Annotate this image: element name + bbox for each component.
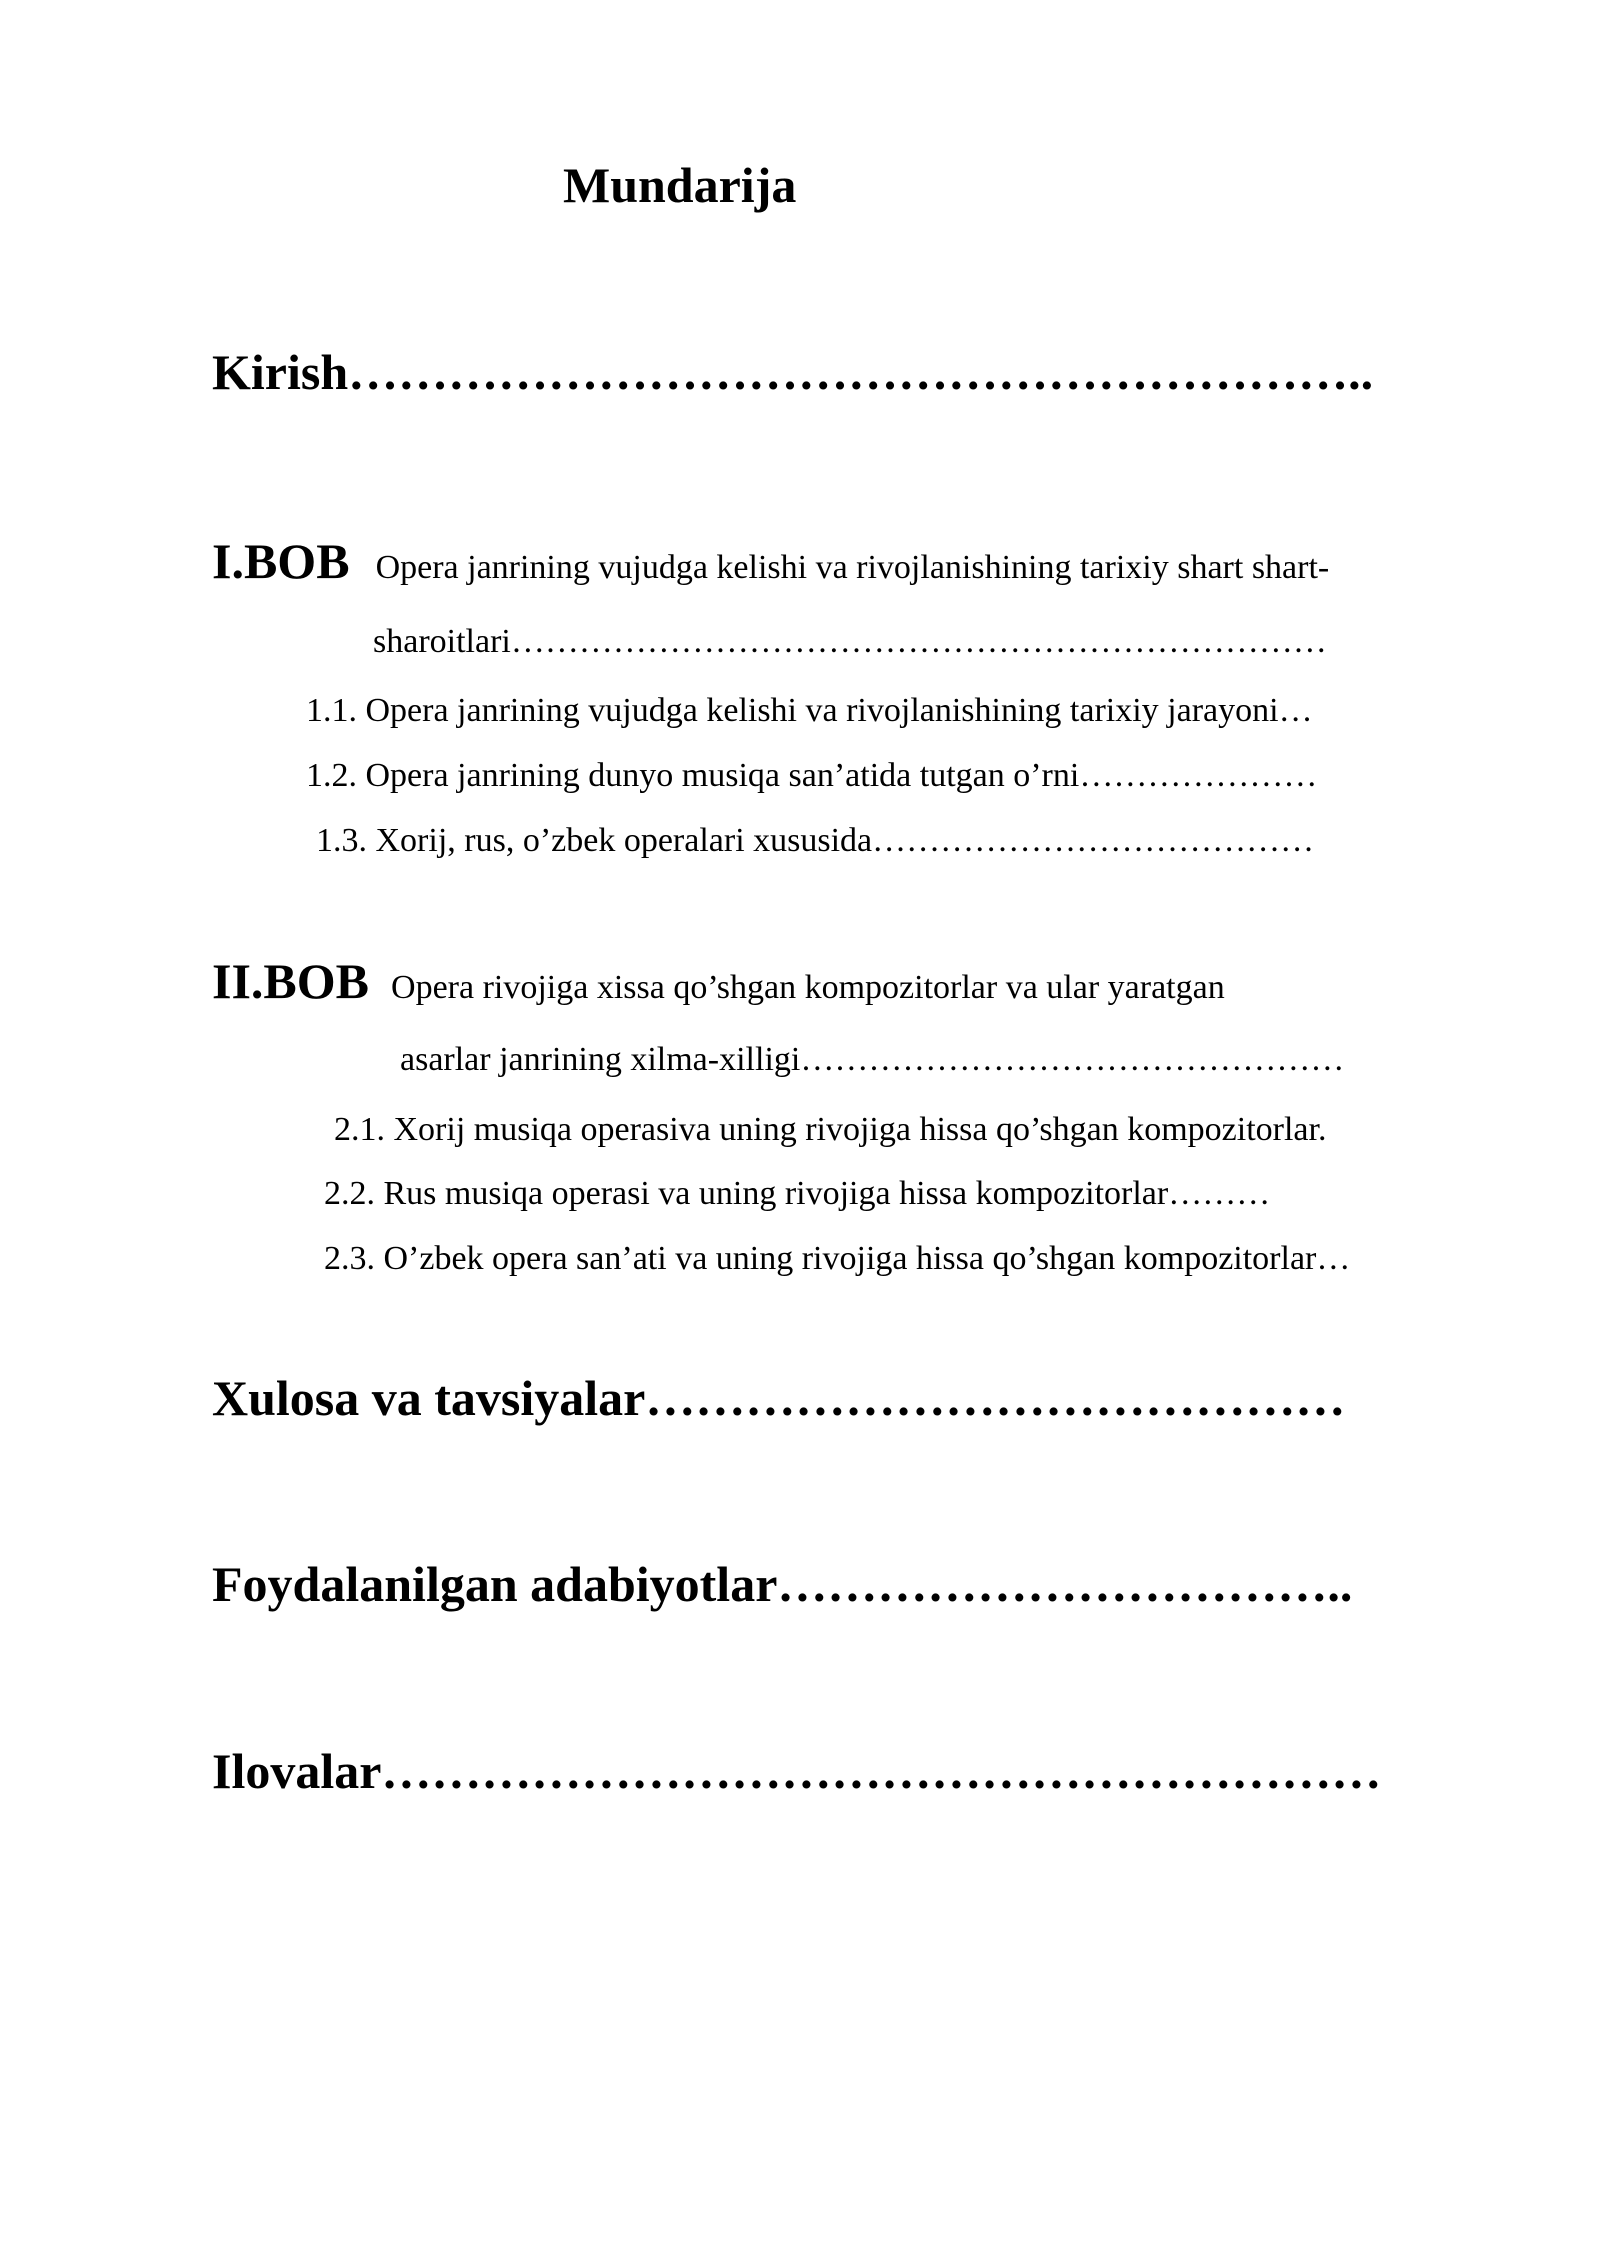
toc-section-2-2: 2.2. Rus musiqa operasi va uning rivojiga hissa kompozitorlar……… bbox=[324, 1175, 1271, 1212]
chapter-2-label: II.BOB bbox=[212, 953, 370, 1009]
toc-section-2-3: 2.3. O’zbek opera san’ati va uning rivojiga hissa qo’shgan kompozitorlar… bbox=[324, 1240, 1351, 1277]
chapter-2-title: Opera rivojiga xissa qo’shgan kompozitorlar va ular yaratgan bbox=[391, 969, 1225, 1006]
toc-entry-conclusion: Xulosa va tavsiyalar…………………………………… bbox=[212, 1370, 1346, 1426]
toc-entry-intro: Kirish…………………………………………………….. bbox=[212, 344, 1374, 400]
toc-section-1-3: 1.3. Xorij, rus, o’zbek operalari xususida………………………………… bbox=[316, 822, 1315, 859]
page-title: Mundarija bbox=[563, 157, 797, 213]
chapter-1-title: Opera janrining vujudga kelishi va rivojlanishining tarixiy shart shart- bbox=[375, 549, 1330, 586]
toc-section-2-1: 2.1. Xorij musiqa operasiva uning rivojiga hissa qo’shgan kompozitorlar. bbox=[334, 1111, 1327, 1148]
toc-section-1-1: 1.1. Opera janrining vujudga kelishi va rivojlanishining tarixiy jarayoni… bbox=[306, 692, 1313, 729]
toc-chapter-2-heading bbox=[212, 953, 1225, 1009]
toc-chapter-1-heading bbox=[212, 533, 1330, 589]
chapter-2-title-continued: asarlar janrining xilma-xilligi………………………………………… bbox=[400, 1041, 1345, 1078]
toc-entry-references: Foydalanilgan adabiyotlar…………………………….. bbox=[212, 1556, 1353, 1612]
chapter-1-title-continued: sharoitlari……………………………………………………………… bbox=[373, 623, 1327, 660]
toc-entry-appendix: Ilovalar…………………………………………………… bbox=[212, 1743, 1382, 1799]
chapter-1-label: I.BOB bbox=[212, 533, 350, 589]
toc-section-1-2: 1.2. Opera janrining dunyo musiqa san’atida tutgan o’rni………………… bbox=[306, 757, 1318, 794]
